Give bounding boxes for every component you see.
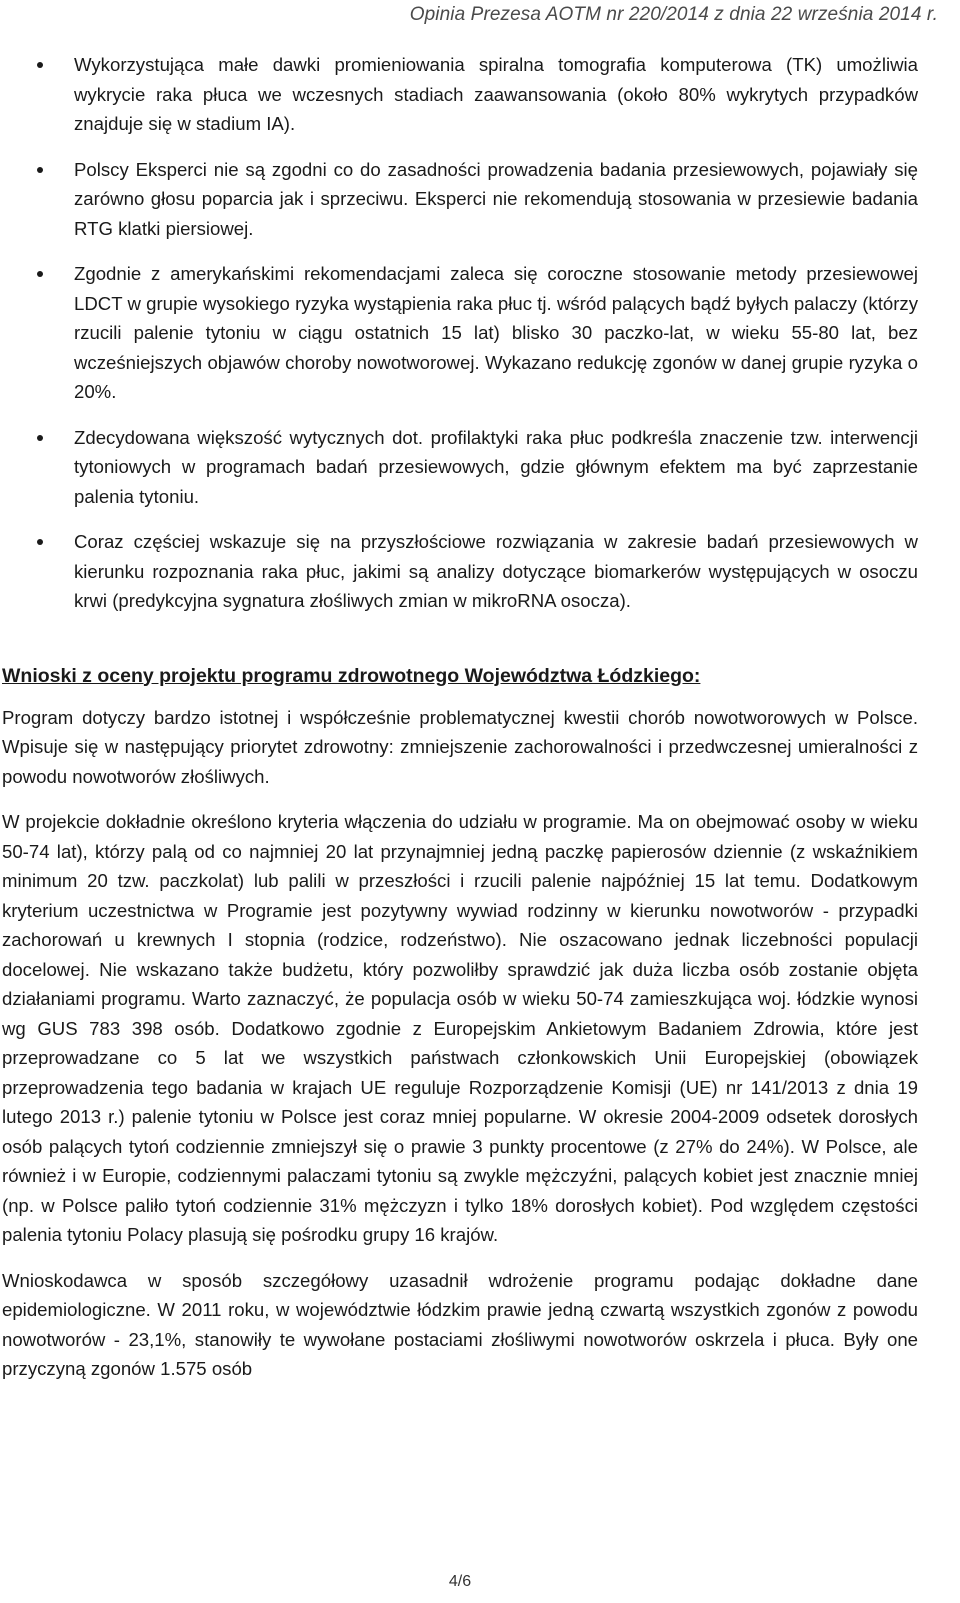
bullet-item: [0, 527, 918, 616]
document-header: Opinia Prezesa AOTM nr 220/2014 z dnia 22 września 2014 r.: [409, 4, 938, 25]
bullet-text: Coraz częściej wskazuje się na przyszłościowe rozwiązania w zakresie badań przesiewowych w kierunku rozpoznania raka płuc, jakimi są analizy dotyczące biomarkerów występujących w osoczu krwi (predykcyjna sygnatura złośliwych zmian w mikroRNA osocza).: [74, 531, 918, 611]
bullet-item: [0, 259, 918, 407]
bullet-text: Zdecydowana większość wytycznych dot. profilaktyki raka płuc podkreśla znaczenie tzw. interwencji tytoniowych w programach badań przesiewowych, gdzie głównym efektem ma być zaprzestanie palenia tytoniu.: [74, 426, 918, 507]
section-heading: Wnioski z oceny projektu programu zdrowotnego Województwa Łódzkiego:: [2, 664, 701, 687]
bullet-dot-icon: [37, 539, 43, 545]
paragraph: W projekcie dokładnie określono kryteria włączenia do udziału w programie. Ma on obejmować osoby w wieku 50-74 lat), którzy palą od co najmniej 20 lat przynajmniej jedną paczkę papierosów dziennie (z wskaźnikiem minimum 20 tzw. paczkolat) lub palili w przeszłości i rzucili palenie najpóźniej 15 lat temu. Dodatkowym kryterium uczestnictwa w Programie jest pozytywny wywiad rodzinny w kierunku nowotworów - przypadki zachorowań u krewnych I stopnia (rodzice, rodzeństwo). Nie oszacowano jednak liczebności populacji docelowej. Nie wskazano także budżetu, który pozwoliłby sprawdzić jak duża liczba osób zostanie objęta działaniami programu. Warto zaznaczyć, że populacja osób w wieku 50-74 zamieszkująca woj. łódzkie wynosi wg GUS 783 398 osób. Dodatkowo zgodnie z Europejskim Ankietowym Badaniem Zdrowia, które jest przeprowadzane co 5 lat we wszystkich państwach członkowskich Unii Europejskiej (obowiązek przeprowadzenia tego badania w krajach UE reguluje Rozporządzenie Komisji (UE) nr 141/2013 z dnia 19 lutego 2013 r.) palenie tytoniu w Polsce jest coraz mniej popularne. W okresie 2004-2009 odsetek dorosłych osób palących tytoń codziennie zmniejszył się o prawie 3 punkty procentowe (z 27% do 24%). W Polsce, ale również i w Europie, codziennymi palaczami tytoniu są zwykle mężczyźni, palących kobiet jest znacznie mniej (np. w Polsce paliło tytoń codziennie 31% mężczyzn i tylko 18% dorosłych kobiet). Pod względem częstości palenia tytoniu Polacy plasują się pośrodku grupy 16 krajów.: [2, 811, 918, 1245]
bullet-text: Wykorzystująca małe dawki promieniowania spiralna tomografia komputerowa (TK) umożliwia wykrycie raka płuca we wczesnych stadiach zaawansowania (około 80% wykrytych przypadków znajduje się w stadium IA).: [74, 54, 918, 134]
bullet-item: [0, 423, 918, 512]
paragraph: Wnioskodawca w sposób szczegółowy uzasadnił wdrożenie programu podając dokładne dane epidemiologiczne. W 2011 roku, w województwie łódzkim prawie jedną czwartą wszystkich zgonów z powodu nowotworów - 23,1%, stanowiły te wywołane postaciami złośliwymi nowotworów oskrzela i płuca. Były one przyczyną zgonów 1.575 osób: [2, 1269, 918, 1379]
paragraph: Program dotyczy bardzo istotnej i współcześnie problematycznej kwestii chorób nowotworowych w Polsce. Wpisuje się w następujący priorytet zdrowotny: zmniejszenie zachorowalności i przedwczesnej umieralności z powodu nowotworów złośliwych.: [2, 706, 918, 787]
bullet-text: Polscy Eksperci nie są zgodni co do zasadności prowadzenia badania przesiewowych, pojawiały się zarówno głosu poparcia jak i sprzeciwu. Eksperci nie rekomendują stosowania w przesiewie badania RTG klatki piersiowej.: [74, 158, 918, 239]
bullet-dot-icon: [37, 435, 43, 441]
bullet-list: [0, 50, 918, 616]
bullet-dot-icon: [37, 167, 43, 173]
bullet-item: [0, 155, 918, 244]
bullet-dot-icon: [37, 62, 43, 68]
bullet-text: Zgodnie z amerykańskimi rekomendacjami zaleca się coroczne stosowanie metody przesiewowej LDCT w grupie wysokiego ryzyka wystąpienia raka płuc tj. wśród palących bądź byłych palaczy (którzy rzucili palenie tytoniu w ciągu ostatnich 15 lat) blisko 30 paczko-lat, w wieku 55-80 lat, bez wcześniejszych objawów choroby nowotworowej. Wykazano redukcję zgonów w danej grupie ryzyka o 20%.: [74, 263, 918, 402]
bullet-dot-icon: [37, 271, 43, 277]
document-body: [0, 50, 918, 1400]
bullet-item: [0, 50, 918, 139]
page-number: 4/6: [448, 1573, 472, 1590]
